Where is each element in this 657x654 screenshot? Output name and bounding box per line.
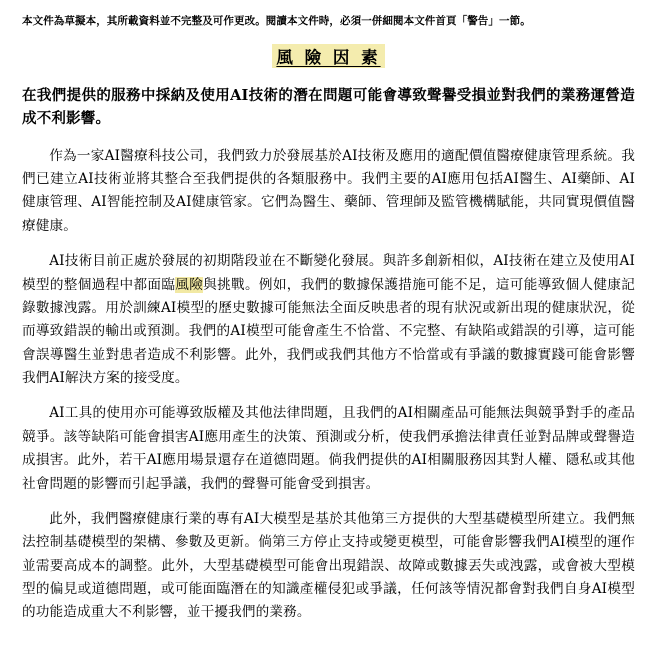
paragraph-text: AI工具的使用亦可能導致版權及其他法律問題，且我們的AI相關產品可能無法與競爭對手的產品競爭。該等缺陷可能會損害AI應用產生的決策、預測或分析，使我們承擔法律責任並對品牌或聲譽造成損害。此外，若干AI應用場景還存在道德問題。倘我們提供的AI相關服務因其對人權、隱私或其他社會問題的影響而引起爭議，我們的聲譽可能會受到損害。 (22, 405, 635, 492)
highlighted-term: 風險 (175, 276, 204, 293)
paragraph-text: AI技術目前正處於發展的初期階段並在不斷變化發展。與許多創新相似，AI技術在建立及使用AI模型的整個過程中都面臨 (22, 253, 635, 293)
paragraph-text: 與挑戰。例如，我們的數據保護措施可能不足，這可能導致個人健康記錄數據洩露。用於訓練AI模型的歷史數據可能無法全面反映患者的現有狀況或新出現的健康狀況，從而導致錯誤的輸出或預測。我們的AI模型可能會產生不恰當、不完整、有缺陷或錯誤的引導，這可能會誤導醫生並對患者造成不利影響。此外，我們或我們其他方不恰當或有爭議的數據實踐可能會影響我們AI解決方案的接受度。 (22, 276, 635, 387)
paragraph-2 (22, 250, 635, 390)
page-title: 風 險 因 素 (272, 44, 384, 68)
draft-disclaimer: 本文件為草擬本，其所載資料並不完整及可作更改。閱讀本文件時，必須一併細閱本文件首頁「警告」一節。 (22, 15, 531, 27)
paragraph-text: 此外，我們醫療健康行業的專有AI大模型是基於其他第三方提供的大型基礎模型所建立。我們無法控制基礎模型的架構、參數及更新。倘第三方停止支持或變更模型，可能會影響我們AI模型的運作並需要高成本的調整。此外，大型基礎模型可能會出現錯誤、故障或數據丟失或洩露，或會被大型模型的偏見或道德問題，或可能面臨潛在的知識產權侵犯或爭議，任何該等情況都會對我們自身AI模型的功能造成重大不利影響，並干擾我們的業務。 (22, 510, 635, 621)
paragraph-3 (22, 402, 635, 496)
paragraph-text: 作為一家AI醫療科技公司，我們致力於發展基於AI技術及應用的適配價值醫療健康管理系統。我們已建立AI技術並將其整合至我們提供的各類服務中。我們主要的AI應用包括AI醫生、AI藥師、AI健康管理、AI智能控制及AI健康管家。它們為醫生、藥師、管理師及監管機構賦能，共同實現價值醫療健康。 (22, 147, 635, 234)
paragraph-4 (22, 508, 635, 625)
paragraph-1 (22, 145, 635, 239)
risk-factor-heading: 在我們提供的服務中採納及使用AI技術的潛在問題可能會導致聲譽受損並對我們的業務運營造成不利影響。 (22, 86, 635, 128)
risk-factor-body (22, 145, 635, 625)
section-title-container (22, 44, 635, 68)
